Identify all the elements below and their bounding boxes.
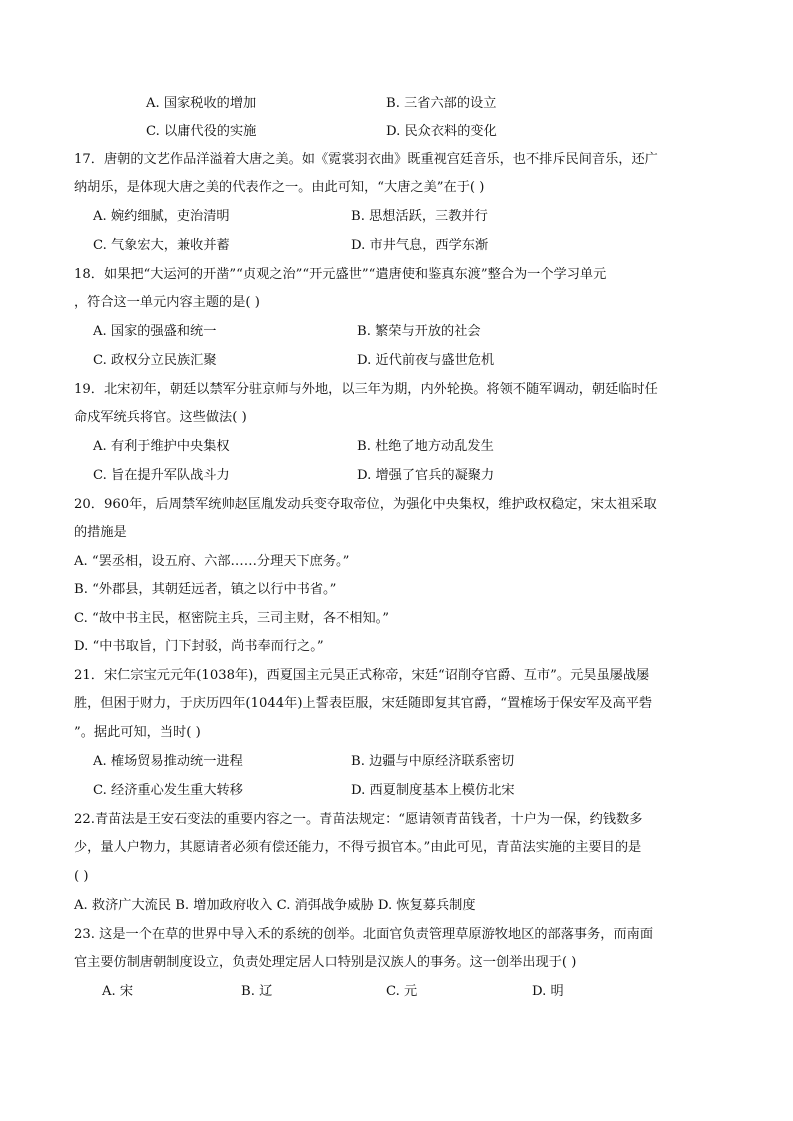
q19-option-a: A. 有利于维护中央集权 <box>93 439 230 454</box>
q23-option-d: D. 明 <box>532 984 564 999</box>
q19-option-c: C. 旨在提升军队战斗力 <box>93 468 230 483</box>
q17-stem-line-2: 纳胡乐，是体现大唐之美的代表作之一。由此可知，“大唐之美”在于( ) <box>74 180 485 195</box>
q22-stem-line-2: 少，量人户物力，其愿请者必须有偿还能力，不得亏损官本。”由此可见，青苗法实施的主要目的是 <box>74 840 642 855</box>
q17-option-b: B. 思想活跃，三教并行 <box>351 209 488 224</box>
q18-option-a: A. 国家的强盛和统一 <box>93 324 217 339</box>
q16-option-d: D. 民众衣料的变化 <box>386 124 497 139</box>
q18-option-c: C. 政权分立民族汇聚 <box>93 353 217 368</box>
q22-stem-line-1: 22.青苗法是王安石变法的重要内容之一。青苗法规定：“愿请领青苗钱者，十户为一保，约钱数多 <box>74 812 643 827</box>
q23-option-b: B. 辽 <box>241 984 273 999</box>
q23-option-c: C. 元 <box>386 984 418 999</box>
q21-option-b: B. 边疆与中原经济联系密切 <box>351 754 515 769</box>
q16-option-b: B. 三省六部的设立 <box>386 96 497 111</box>
q20-option-b: B. “外郡县，其朝廷远者，镇之以行中书省。” <box>74 582 337 597</box>
q21-stem-line-3: ”。据此可知，当时( ) <box>74 725 201 740</box>
q21-option-c: C. 经济重心发生重大转移 <box>93 783 243 798</box>
q23-stem-line-1: 23. 这是一个在草的世界中导入禾的系统的创举。北面官负责管理草原游牧地区的部落事务，而南面 <box>74 927 654 942</box>
q20-stem-line-1: 20．960年，后周禁军统帅赵匡胤发动兵变夺取帝位，为强化中央集权，维护政权稳定，宋太祖采取 <box>74 497 657 512</box>
q18-stem-line-1: 18．如果把“大运河的开凿”“贞观之治”“开元盛世”“遣唐使和鉴真东渡”整合为一个学习单元 <box>74 267 607 282</box>
q22-options: A. 救济广大流民 B. 增加政府收入 C. 消弭战争威胁 D. 恢复募兵制度 <box>74 898 476 913</box>
q23-option-a: A. 宋 <box>102 984 134 999</box>
q21-stem-line-1: 21．宋仁宗宝元元年(1038年)，西夏国主元昊正式称帝，宋廷“诏削夺官爵、互市”。元昊虽屡战屡 <box>74 668 650 683</box>
q17-option-d: D. 市井气息，西学东渐 <box>351 238 489 253</box>
q20-option-d: D. “中书取旨，门下封驳，尚书奉而行之。” <box>74 639 324 654</box>
q17-option-c: C. 气象宏大，兼收并蓄 <box>93 238 230 253</box>
q18-option-b: B. 繁荣与开放的社会 <box>357 324 481 339</box>
q17-option-a: A. 婉约细腻，吏治清明 <box>93 209 230 224</box>
q18-stem-line-2: ，符合这一单元内容主题的是( ) <box>74 295 260 310</box>
q19-stem-line-2: 命戍军统兵将官。这些做法( ) <box>74 410 247 425</box>
q19-option-d: D. 增强了官兵的凝聚力 <box>357 468 495 483</box>
q16-option-c: C. 以庸代役的实施 <box>146 124 257 139</box>
q19-stem-line-1: 19．北宋初年，朝廷以禁军分驻京师与外地，以三年为期，内外轮换。将领不随军调动，朝廷临时任 <box>74 382 658 397</box>
q22-stem-line-3: ( ) <box>74 869 89 884</box>
q20-option-c: C. “故中书主民，枢密院主兵，三司主财，各不相知。” <box>74 611 390 626</box>
q21-stem-line-2: 胜，但困于财力，于庆历四年(1044年)上誓表臣服，宋廷随即复其官爵，“置榷场于保安军及高平砦 <box>74 696 653 711</box>
q20-stem-line-2: 的措施是 <box>74 525 127 540</box>
q19-option-b: B. 杜绝了地方动乱发生 <box>357 439 494 454</box>
q21-option-d: D. 西夏制度基本上模仿北宋 <box>351 783 515 798</box>
q21-option-a: A. 榷场贸易推动统一进程 <box>93 754 243 769</box>
q16-option-a: A. 国家税收的增加 <box>146 96 257 111</box>
q17-stem-line-1: 17．唐朝的文艺作品洋溢着大唐之美。如《霓裳羽衣曲》既重视宫廷音乐，也不排斥民间音乐，还广 <box>74 152 658 167</box>
q18-option-d: D. 近代前夜与盛世危机 <box>357 353 495 368</box>
q20-option-a: A. “罢丞相，设五府、六部……分理天下庶务。” <box>74 554 350 569</box>
q23-stem-line-2: 官主要仿制唐朝制度设立，负责处理定居人口特别是汉族人的事务。这一创举出现于( ) <box>74 955 577 970</box>
